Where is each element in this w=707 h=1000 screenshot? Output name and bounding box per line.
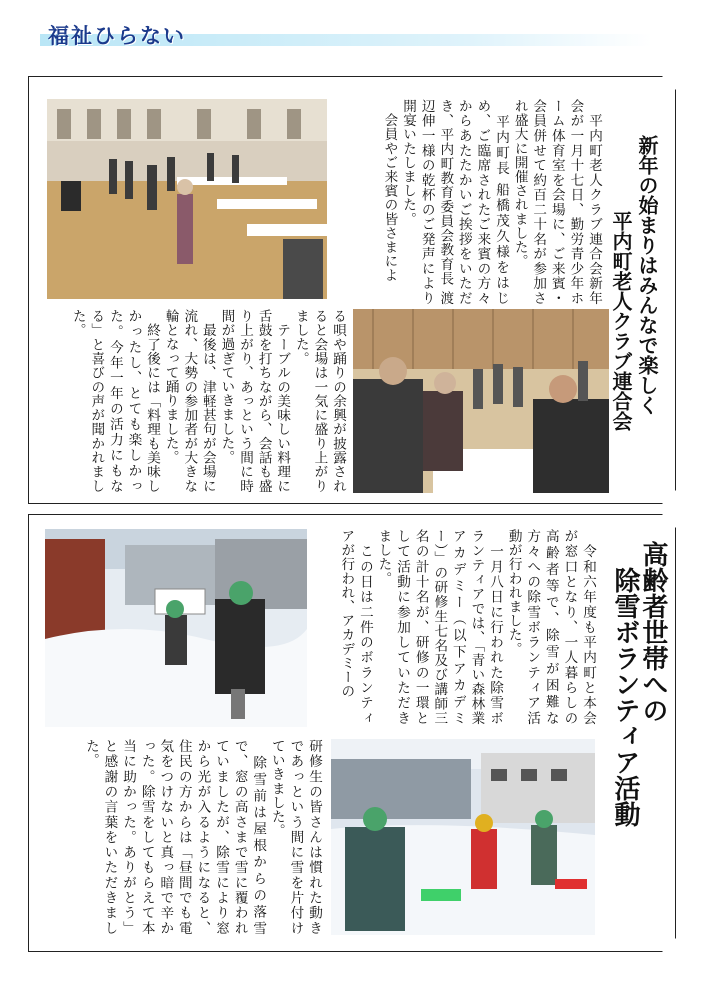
article-title-sub: 除雪ボランティア活動: [610, 567, 640, 827]
article-title-main: 高齢者世帯への: [638, 541, 668, 723]
photo-snow-group: [331, 739, 595, 935]
article-title-sub: 平内町老人クラブ連合会: [609, 211, 633, 431]
article-panel-snow-volunteer: [28, 514, 676, 952]
page-curl-corner: [662, 938, 676, 952]
article-panel-elderly-club: [28, 76, 676, 504]
photo-new-year-toast: [353, 309, 609, 493]
photo-new-year-dance: [47, 99, 327, 299]
article-body-top: 令和六年度も平内町と本会が窓口となり、一人暮らしの高齢者等で、除雪が困難な方々への除雪ボランティア活動が行われました。 一月八日に行われた除雪ボランティアでは、「青い森林業アカデミー（以下アカデミー）」の研修生七名及び講師三名の計十名が、研修の一環として活動に参加していただきました。 この日は二件のボランティアが行われ、アカデミーの: [338, 529, 596, 725]
page-title: 福祉ひらない: [48, 24, 186, 48]
page-curl-corner: [662, 76, 676, 90]
article-title-main: 新年の始まりはみんなで楽しく: [635, 135, 659, 415]
page-curl-corner: [662, 490, 676, 504]
article-body-bottom: る唄や踊りの余興が披露されると会場は一気に盛り上がりました。 テーブルの美味しい料理に舌鼓を打ちながら、会話も盛り上がり、あっという間に時間が過ぎていきました。 最後は、津軽甚句が会場に流れ、大勢の参加者が大きな輪となって踊りました。 終了後には「料理も美味しかったし、とても楽しかった。今年一年の活力にもなる」と喜びの声が聞かれました。: [69, 309, 346, 493]
photo-snow-shoveling: [45, 529, 307, 727]
article-body-bottom: 研修生の皆さんは慣れた動きであっという間に雪を片付けていきました。 除雪前は屋根からの落雪で、窓の高さまで雪に覆われていましたが、除雪により窓から光が入るようになると、住民の方からは「昼間でも電気をつけないと真っ暗で辛かった。除雪をしてもらえて本当に助かった。ありがとう」と感謝の言葉をいただきました。: [82, 739, 322, 935]
page-curl-corner: [662, 514, 676, 528]
article-body-top: 平内町老人クラブ連合会新年会が一月十七日、勤労青少年ホーム体育室を会場に、ご来賓・会員併せて約百二十名が参加され盛大に開催されました。 平内町長 船橋茂久様をはじめ、ご臨席されたご来賓の方々からあたたかいご挨拶をいただき、平内町教育委員会教育長 渡辺伸一様の乾杯のご発声により開宴いたしました。 会員やご来賓の皆さまによ: [381, 99, 602, 305]
